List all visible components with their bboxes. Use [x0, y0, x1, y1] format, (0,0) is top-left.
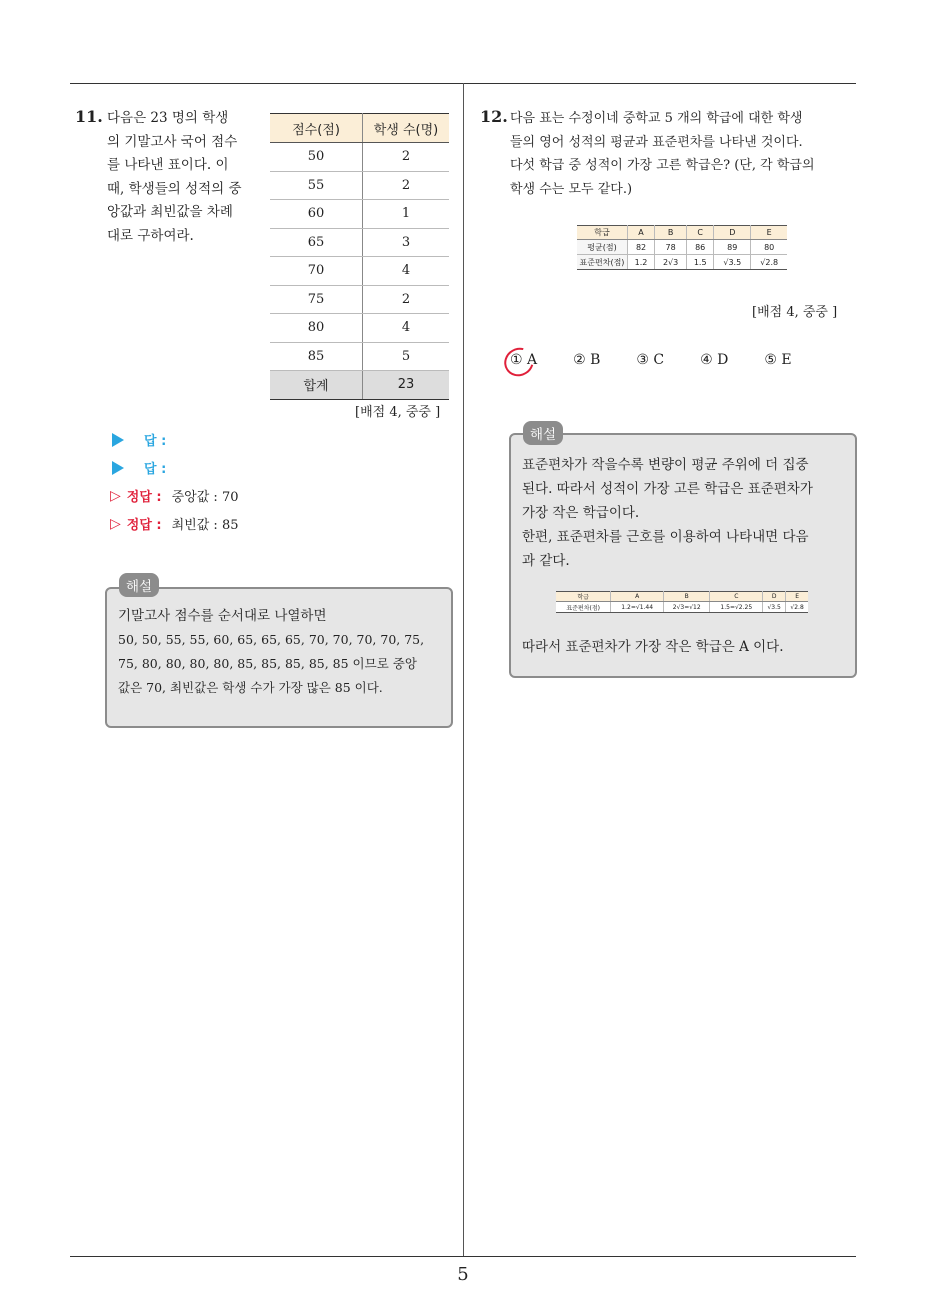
table-cell: 50	[270, 143, 363, 172]
q12-line: 학생 수는 모두 같다.)	[510, 181, 633, 197]
score-table	[270, 113, 449, 400]
table-header: D	[763, 592, 786, 602]
q12-table	[577, 225, 787, 270]
bottom-rule	[70, 1256, 856, 1257]
table-cell: 합계	[270, 371, 363, 400]
choice-3[interactable]	[636, 352, 664, 368]
q11-line: 대로 구하여라.	[107, 227, 194, 244]
table-row	[577, 255, 787, 270]
choice-2[interactable]	[573, 352, 600, 368]
table-cell: 55	[270, 171, 363, 200]
q11-line: 다음은 23 명의 학생	[107, 110, 229, 126]
table-cell: 1	[363, 200, 450, 229]
choice-label: ④ D	[700, 352, 729, 368]
table-row	[556, 602, 808, 613]
q11-line: 때, 학생들의 성적의 중	[107, 180, 242, 197]
q12-line: 다음 표는 수정이네 중학교 5 개의 학급에 대한 학생	[510, 111, 803, 126]
table-cell: 4	[363, 314, 450, 343]
table-row	[270, 285, 449, 314]
table-header: C	[687, 226, 714, 240]
table-cell: 80	[270, 314, 363, 343]
answer-label: 답 :	[144, 462, 167, 477]
table-cell: 82	[628, 240, 655, 255]
table-header: A	[611, 592, 664, 602]
solution-line: 과 같다.	[522, 553, 570, 569]
table-total-row	[270, 371, 449, 400]
table-header: 학급	[577, 226, 628, 240]
table-cell: 2	[363, 143, 450, 172]
table-cell: 60	[270, 200, 363, 229]
table-cell: 85	[270, 342, 363, 371]
table-cell: 3	[363, 228, 450, 257]
table-header: A	[628, 226, 655, 240]
table-header: 학급	[556, 592, 611, 602]
correct-answer-value: 중앙값 : 70	[171, 490, 239, 505]
table-cell: 4	[363, 257, 450, 286]
q12-solution-table	[556, 591, 808, 613]
table-header: C	[710, 592, 763, 602]
choice-label: ② B	[573, 352, 601, 368]
choice-label: ③ C	[636, 352, 665, 368]
table-header: E	[786, 592, 808, 602]
table-cell: 5	[363, 342, 450, 371]
table-row	[270, 314, 449, 343]
correct-answer	[110, 486, 239, 505]
table-cell: 표준편차(점)	[556, 602, 611, 613]
selected-circle-icon: ① A	[510, 352, 538, 368]
table-header: 점수(점)	[270, 114, 363, 143]
table-cell: 2√3	[655, 255, 687, 270]
table-cell: 1.2	[628, 255, 655, 270]
play-triangle-icon	[112, 461, 124, 475]
q12-solution-tag: 해설	[523, 421, 563, 445]
q12-line: 들의 영어 성적의 평균과 표준편차를 나타낸 것이다.	[510, 134, 803, 150]
table-cell: 86	[687, 240, 714, 255]
choice-1[interactable]	[510, 352, 537, 368]
table-cell: 65	[270, 228, 363, 257]
q11-line: 의 기말고사 국어 점수	[107, 133, 238, 150]
q11-solution-tag: 해설	[119, 573, 159, 597]
play-triangle-icon	[112, 433, 124, 447]
table-row	[577, 240, 787, 255]
q11-number: 11.	[75, 107, 103, 126]
solution-line: 값은 70, 최빈값은 학생 수가 가장 많은 85 이다.	[118, 680, 383, 695]
q11-score-note: [배점 4, 중중 ]	[355, 405, 441, 420]
q11-line: 앙값과 최빈값을 차례	[107, 204, 233, 220]
table-cell: 70	[270, 257, 363, 286]
table-row	[270, 257, 449, 286]
table-cell: 2	[363, 285, 450, 314]
correct-answer-label: 정답 :	[126, 518, 162, 533]
table-cell: √2.8	[751, 255, 787, 270]
table-cell: 2	[363, 171, 450, 200]
choice-label: ⑤ E	[764, 352, 792, 368]
q12-choices	[510, 352, 828, 368]
answer-blank	[110, 430, 166, 449]
q11-text	[107, 107, 267, 248]
q12-solution-conclusion: 따라서 표준편차가 가장 작은 학급은 A 이다.	[522, 639, 784, 655]
table-header: 학생 수(명)	[363, 114, 450, 143]
outline-triangle-icon: ▷	[110, 515, 121, 532]
correct-answer-value: 최빈값 : 85	[171, 518, 239, 533]
table-header-row	[577, 226, 787, 240]
solution-line: 75, 80, 80, 80, 80, 85, 85, 85, 85, 85 이므로 중앙	[118, 656, 417, 671]
table-row	[270, 342, 449, 371]
q11-line: 를 나타낸 표이다. 이	[107, 157, 229, 173]
table-cell: √3.5	[714, 255, 751, 270]
choice-5[interactable]	[764, 352, 791, 368]
solution-line: 표준편차가 작을수록 변량이 평균 주위에 더 집중	[522, 457, 809, 473]
table-cell: 80	[751, 240, 787, 255]
q12-score-note: [배점 4, 중중 ]	[752, 305, 838, 320]
table-cell: 78	[655, 240, 687, 255]
table-cell: 1.2=√1.44	[611, 602, 664, 613]
table-cell: 75	[270, 285, 363, 314]
table-header: B	[663, 592, 710, 602]
table-header: B	[655, 226, 687, 240]
q12-line: 다섯 학급 중 성적이 가장 고른 학급은? (단, 각 학급의	[510, 158, 815, 173]
table-cell: 표준편차(점)	[577, 255, 628, 270]
table-cell: 1.5=√2.25	[710, 602, 763, 613]
solution-line: 기말고사 점수를 순서대로 나열하면	[118, 608, 327, 624]
solution-line: 가장 작은 학급이다.	[522, 505, 640, 521]
table-row	[270, 143, 449, 172]
table-row	[270, 200, 449, 229]
q11-solution-text	[118, 604, 453, 700]
table-cell: 1.5	[687, 255, 714, 270]
table-row	[270, 171, 449, 200]
table-cell: √3.5	[763, 602, 786, 613]
correct-answer	[110, 514, 239, 533]
outline-triangle-icon: ▷	[110, 487, 121, 504]
choice-4[interactable]	[700, 352, 728, 368]
answer-blank	[110, 458, 166, 477]
table-row	[270, 228, 449, 257]
table-cell: 평균(점)	[577, 240, 628, 255]
table-cell: 89	[714, 240, 751, 255]
table-header: D	[714, 226, 751, 240]
q12-solution-text	[522, 453, 852, 573]
table-header: E	[751, 226, 787, 240]
table-cell: √2.8	[786, 602, 808, 613]
correct-answer-label: 정답 :	[126, 490, 162, 505]
table-cell: 23	[363, 371, 450, 400]
solution-line: 50, 50, 55, 55, 60, 65, 65, 65, 70, 70, 70, 70, 75,	[118, 632, 425, 647]
column-divider	[463, 83, 464, 1256]
page-number: 5	[457, 1264, 469, 1285]
answer-label: 답 :	[144, 434, 167, 449]
q12-number: 12.	[480, 107, 508, 126]
table-cell: 2√3=√12	[663, 602, 710, 613]
solution-line: 한편, 표준편차를 근호를 이용하여 나타내면 다음	[522, 529, 809, 545]
table-header-row	[556, 592, 808, 602]
q12-text	[510, 107, 860, 201]
solution-line: 된다. 따라서 성적이 가장 고른 학급은 표준편차가	[522, 481, 813, 497]
